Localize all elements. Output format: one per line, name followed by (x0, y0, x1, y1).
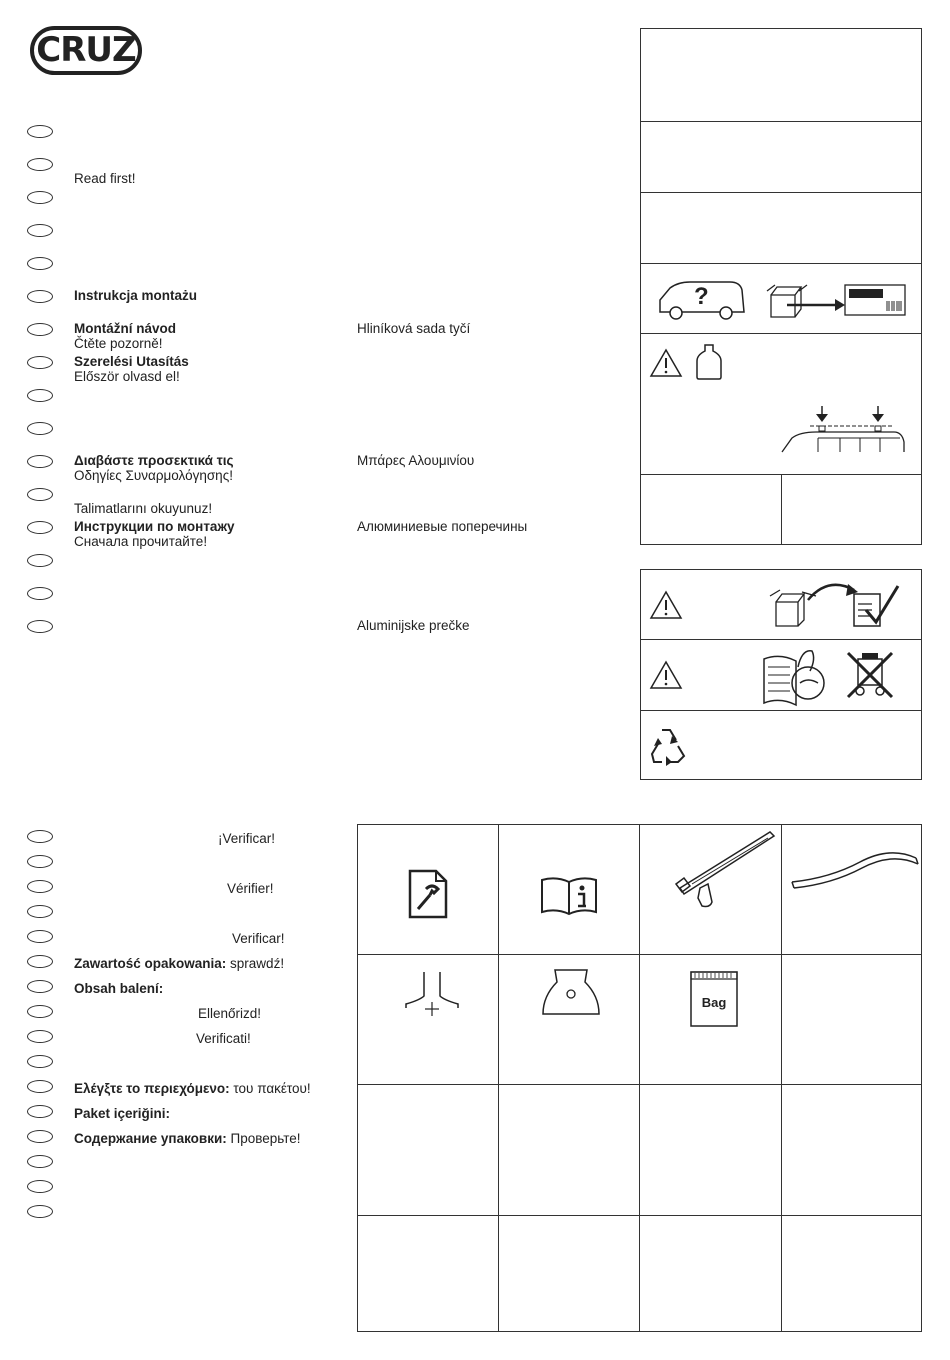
language-flag-oval (27, 125, 53, 138)
language-flag-oval (27, 158, 53, 171)
no-washing-icon (844, 649, 896, 701)
info-book-icon (538, 874, 600, 914)
read-first-en: Read first! (74, 171, 136, 186)
clamp-plate-icon (541, 968, 601, 1016)
language-flag-oval (27, 455, 53, 468)
language-flag-oval (27, 855, 53, 868)
language-flag-oval (27, 191, 53, 204)
language-flag-oval (27, 1180, 53, 1193)
language-flag-oval (27, 980, 53, 993)
instruction-title-pl: Instrukcja montażu (74, 288, 198, 303)
language-flag-oval (27, 880, 53, 893)
language-flag-oval (27, 488, 53, 501)
contents-pl: Zawartość opakowania: sprawdź! (74, 956, 285, 971)
language-flag-oval (27, 930, 53, 943)
language-flag-oval (27, 1105, 53, 1118)
language-flag-oval (27, 955, 53, 968)
verify-pt: Verificar! (232, 931, 285, 946)
language-flag-oval (27, 422, 53, 435)
language-flag-oval (27, 224, 53, 237)
tool-document-icon (408, 869, 448, 919)
foot-pad-icon (402, 970, 462, 1020)
contents-tr: Paket içeriğini: (74, 1106, 171, 1121)
instruction-title-gr: Διαβάστε προσεκτικά τις (74, 453, 234, 468)
warning-icon (649, 590, 683, 620)
verify-ro: Verificati! (196, 1031, 251, 1046)
question-mark: ? (694, 283, 709, 310)
verify-hu: Ellenőrizd! (198, 1006, 262, 1021)
contents-ru: Содержание упаковки: Проверьте! (74, 1131, 301, 1146)
language-flag-oval (27, 620, 53, 633)
instruction-title-cz: Montážní návod (74, 321, 176, 336)
read-first-tr: Talimatlarını okuyunuz! (74, 501, 213, 516)
verify-es: ¡Verificar! (218, 831, 276, 846)
language-flag-oval (27, 1005, 53, 1018)
language-flag-oval (27, 323, 53, 336)
warning-icon (649, 660, 683, 690)
read-first-cz: Čtěte pozorně! (74, 336, 163, 351)
product-name-gr: Μπάρες Αλουμινίου (357, 453, 475, 468)
language-flag-oval (27, 905, 53, 918)
language-flag-oval (27, 1030, 53, 1043)
language-flag-oval (27, 1155, 53, 1168)
car-question-icon (656, 278, 746, 320)
language-flag-oval (27, 389, 53, 402)
language-flag-oval (27, 1205, 53, 1218)
bag-icon (689, 970, 739, 1028)
language-flag-oval (27, 1055, 53, 1068)
product-name-cz: Hliníková sada tyčí (357, 321, 471, 336)
language-flag-oval (27, 1080, 53, 1093)
language-flag-oval (27, 587, 53, 600)
roof-load-icon (780, 402, 908, 456)
language-flag-oval (27, 356, 53, 369)
read-first-hu: Először olvasd el! (74, 369, 180, 384)
unbox-checklist-icon (768, 580, 904, 630)
language-flag-oval (27, 554, 53, 567)
recycle-icon (648, 724, 690, 766)
warning-icon (649, 348, 683, 378)
language-flag-oval (27, 257, 53, 270)
instruction-title-ru: Инструкции по монтажу (74, 519, 235, 534)
product-name-hr: Aluminijske prečke (357, 618, 470, 633)
logo-text: CRUZ (36, 30, 136, 70)
read-first-ru: Сначала прочитайте! (74, 534, 208, 549)
contents-gr: Ελέγξτε το περιεχόμενο: του πακέτου! (74, 1081, 311, 1096)
language-flag-oval (27, 290, 53, 303)
instruction-title-hu: Szerelési Utasítás (74, 354, 189, 369)
contents-cz: Obsah balení: (74, 981, 164, 996)
verify-fr: Vérifier! (227, 881, 274, 896)
product-name-ru: Алюминиевые поперечины (357, 519, 528, 534)
read-manual-icon (760, 645, 828, 707)
bag-label: Bag (701, 995, 727, 1010)
roof-bar-icon (672, 828, 776, 912)
box-to-label-icon (765, 283, 907, 319)
weight-icon (695, 343, 723, 381)
language-flag-oval (27, 830, 53, 843)
language-flag-oval (27, 521, 53, 534)
language-flag-oval (27, 1130, 53, 1143)
rubber-strip-icon (790, 842, 920, 890)
read-first-gr: Οδηγίες Συναρμολόγησης! (74, 468, 233, 483)
